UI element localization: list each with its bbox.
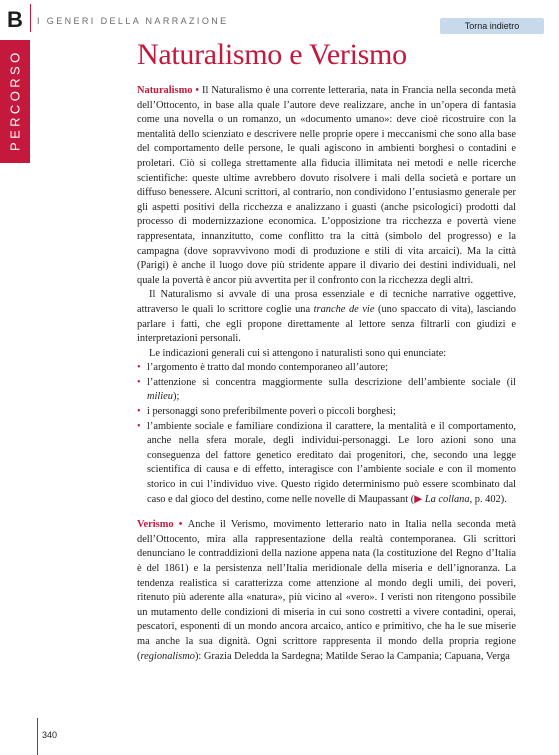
footer-divider <box>37 718 38 755</box>
naturalismo-text-1: Il Naturalismo è una corrente letteraria, nata in Francia nella seconda metà dell’Ottocento, in base alla quale l’autore deve realizzare, anche in un’opera di fantasia come una novella o un romanzo, un «documento umano»: deve cioè ricostruire con la mentalità dello scienziato e descrivere nelle proprie opere i meccanismi che sono alla base del comportamento delle persone, le quali agiscono in ambienti borghesi o contadini e proletari. Ciò si collega strettamente alla fiducia illimitata nei metodi e nelle ricerche scientifiche: queste ultime avrebbero dovuto risolvere i mali della società e portare un diffuso benessere. Alcuni scrittori, al contrario, non condividono l’entusiasmo generale per gli aspetti positivi della ricchezza e analizzano i guasti (anche psicologici) prodotti dal processo di modernizzazione economica. L’opposizione tra ricchezza e povertà viene rappresentata, innanzitutto, come conflitto tra la città (simbolo del progresso) e la campagna (dove sopravvivono modi di produzione e stili di vita arcaici). Ma la città (Parigi) è anche il luogo dove più stridente appare il divario dei destini individuali, nel quale la povertà è ancor più avvertita per il confronto con la ricchezza degli altri. <box>137 85 516 286</box>
text-segment: , p. 402). <box>469 493 507 505</box>
header-divider <box>30 4 31 32</box>
list-item <box>137 376 516 405</box>
heading-separator: • <box>192 85 203 96</box>
heading-separator: • <box>173 519 188 531</box>
list-item: • i personaggi sono preferibilmente poveri o piccoli borghesi; <box>137 405 516 420</box>
cross-reference-link[interactable]: La collana <box>424 493 470 505</box>
section-letter: B <box>0 0 30 40</box>
text-segment: ): Grazia Deledda la Sardegna; Matilde Serao la Campania; Capuana, Verga <box>194 650 510 662</box>
sidebar-vertical-label: PERCORSO <box>7 49 23 151</box>
naturalismo-heading: Naturalismo <box>137 85 193 96</box>
text-segment: l’ambiente sociale e familiare condiziona il carattere, la mentalità e il comportamento, anche nella sfera morale, degli individui-personaggi. Le loro azioni sono una conseguenza del fattore genetico ereditato dai progenitori, che, secondo una legge scientifica di causa e di effetto, interagisce con l’ambiente sociale e con il momento storico in cui l’individuo vive. Questo rigido determinismo può essere scombinato dal caso e dal gioco del destino, come nelle novelle di Maupassant ( <box>147 420 516 505</box>
verismo-heading: Verismo <box>137 519 174 531</box>
naturalismo-paragraph-1 <box>137 84 516 288</box>
italic-term: regionalismo <box>140 650 195 662</box>
running-title: I GENERI DELLA NARRAZIONE <box>37 16 229 26</box>
back-button[interactable]: Torna indietro <box>440 18 544 34</box>
page-number: 340 <box>42 730 58 740</box>
italic-term: tranche de vie <box>313 303 375 315</box>
verismo-paragraph-1 <box>137 518 516 664</box>
paragraph-gap <box>137 507 516 518</box>
page-title: Naturalismo e Verismo <box>137 38 407 71</box>
naturalismo-list <box>137 361 516 507</box>
text-segment: Il Naturalismo si avvale di una prosa essenziale e di tecniche narrative oggettive, attraverso le quali lo scrittore coglie una <box>137 289 516 315</box>
list-item <box>137 420 516 508</box>
text-segment: Anche il Verismo, movimento letterario nato in Italia nella seconda metà dell’Ottocento, mira alla rappresentazione della realtà contemporanea. Gli scrittori denunciano le contraddizioni della nazione appena nata (la costituzione del Regno d’Italia è del 1861) e la persistenza nell’Italia meridionale della miseria e dell’ignoranza. La tendenza realistica si caratterizza come attenzione al mondo degli umili, dei poveri, ritenuto più aderente alla «natura», più vicino al «vero». I veristi non ritengono possibile un mutamento delle condizioni di miseria in cui sono costretti a vivere contadini, operai, pescatori, esponenti di un mondo ancora arcaico, antico e primitivo, che ha le sue miserie ma anche la sua dignità. Ogni scrittore rappresenta il mondo della propria regione ( <box>137 519 516 662</box>
text-segment: ); <box>172 391 180 403</box>
cross-reference-arrow-icon: ▶ <box>414 493 423 505</box>
italic-term: milieu <box>147 391 173 403</box>
naturalismo-paragraph-3: Le indicazioni generali cui si attengono i naturalisti sono qui enunciate: <box>149 347 447 359</box>
text-segment: (uno spaccato di vita), lasciando parlare i fatti, che egli propone direttamente al lettore senza filtrarli con giudizi e interpretazioni personali. <box>137 303 516 345</box>
article-body <box>137 84 516 664</box>
section-sidebar <box>0 0 30 163</box>
list-item: • l’argomento è tratto dal mondo contemporaneo all’autore; <box>137 361 516 376</box>
text-segment: l’attenzione si concentra maggiormente sulla descrizione dell’ambiente sociale (il <box>147 376 516 388</box>
naturalismo-paragraph-2 <box>137 288 516 346</box>
